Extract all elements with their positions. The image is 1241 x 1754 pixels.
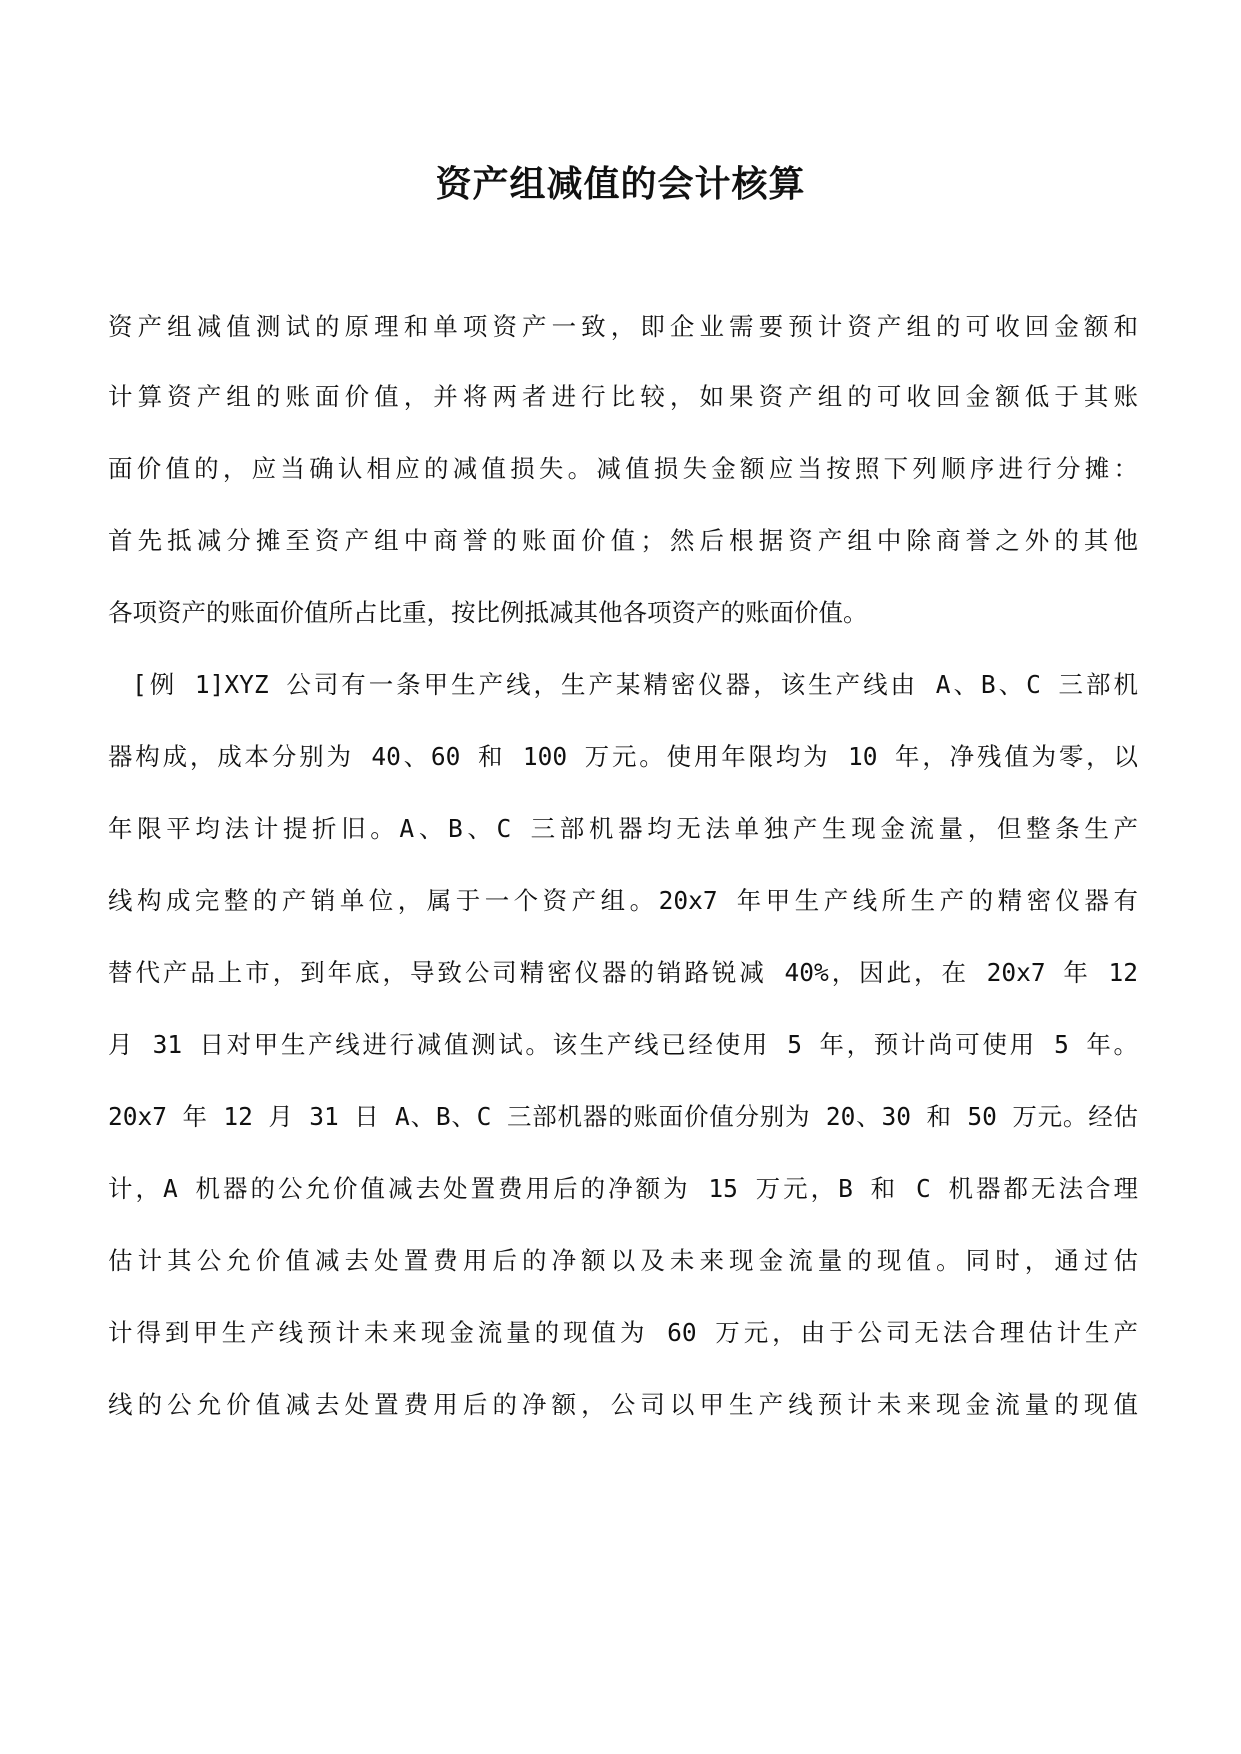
document-title: 资产组减值的会计核算 — [435, 163, 806, 205]
text-line-10: 替代产品上市，到年底，导致公司精密仪器的销路锐减 40%，因此，在 20x7 年 12 — [108, 958, 1138, 987]
text-line-13: 计，A 机器的公允价值减去处置费用后的净额为 15 万元，B 和 C 机器都无法合理 — [108, 1174, 1138, 1203]
text-line-16: 线的公允价值减去处置费用后的净额，公司以甲生产线预计未来现金流量的现值 — [108, 1390, 1138, 1419]
text-line-11: 月 31 日对甲生产线进行减值测试。该生产线已经使用 5 年，预计尚可使用 5 年。 — [108, 1030, 1138, 1059]
text-line-7: 器构成，成本分别为 40、60 和 100 万元。使用年限均为 10 年，净残值为零，以 — [108, 742, 1138, 771]
text-line-2: 计算资产组的账面价值，并将两者进行比较，如果资产组的可收回金额低于其账 — [108, 382, 1138, 411]
text-line-3: 面价值的，应当确认相应的减值损失。减值损失金额应当按照下列顺序进行分摊： — [108, 454, 1138, 483]
text-line-12: 20x7 年 12 月 31 日 A、B、C 三部机器的账面价值分别为 20、30 和 50 万元。经估 — [108, 1102, 1138, 1131]
text-line-8: 年限平均法计提折旧。A、B、C 三部机器均无法单独产生现金流量，但整条生产 — [108, 814, 1138, 843]
text-line-15: 计得到甲生产线预计未来现金流量的现值为 60 万元，由于公司无法合理估计生产 — [108, 1318, 1138, 1347]
text-line-9: 线构成完整的产销单位，属于一个资产组。20x7 年甲生产线所生产的精密仪器有 — [108, 886, 1138, 915]
text-line-4: 首先抵减分摊至资产组中商誉的账面价值；然后根据资产组中除商誉之外的其他 — [108, 526, 1138, 555]
text-line-1: 资产组减值测试的原理和单项资产一致，即企业需要预计资产组的可收回金额和 — [108, 312, 1138, 341]
text-line-14: 估计其公允价值减去处置费用后的净额以及未来现金流量的现值。同时，通过估 — [108, 1246, 1138, 1275]
text-line-5: 各项资产的账面价值所占比重，按比例抵减其他各项资产的账面价值。 — [108, 598, 868, 627]
text-line-6: [例 1]XYZ 公司有一条甲生产线，生产某精密仪器，该生产线由 A、B、C 三部机 — [132, 670, 1138, 699]
